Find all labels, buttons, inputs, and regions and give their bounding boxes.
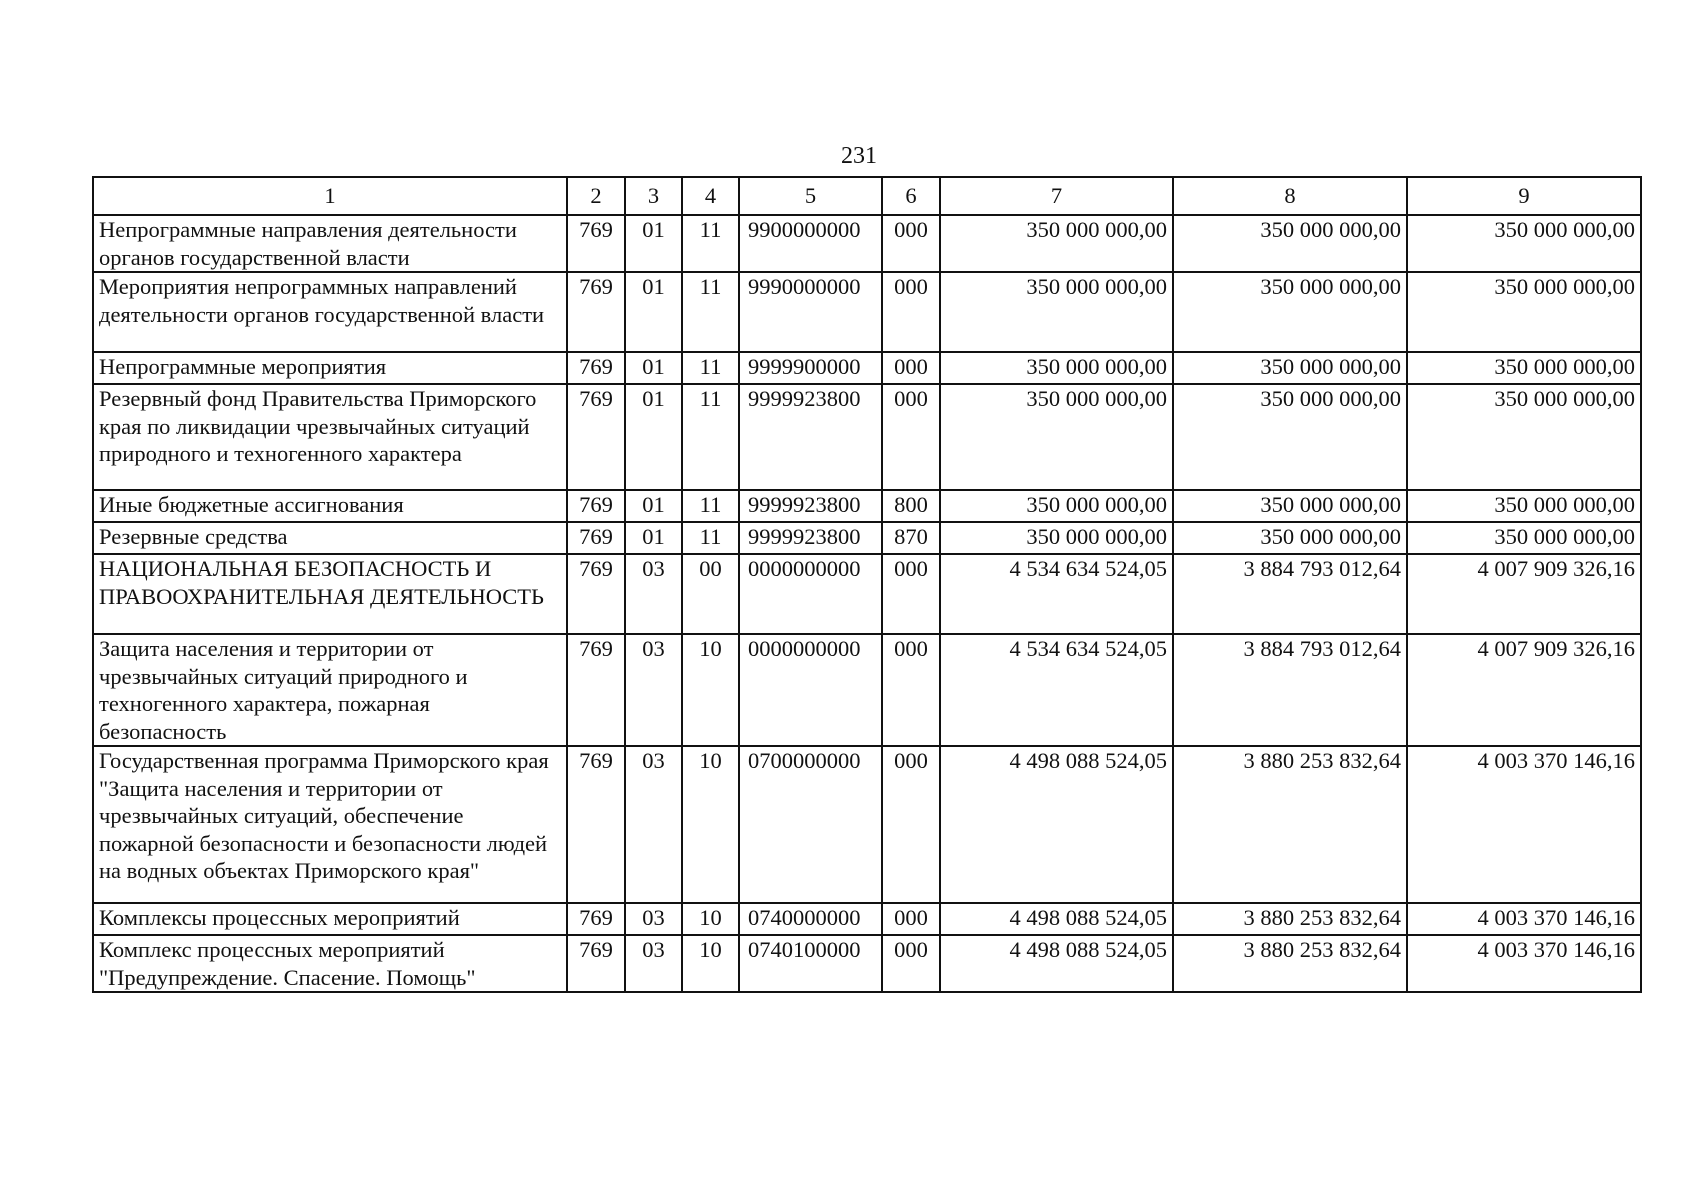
table-row bbox=[93, 215, 1641, 272]
amount-col7-cell: 350 000 000,00 bbox=[940, 272, 1173, 352]
amount-col9-cell: 350 000 000,00 bbox=[1407, 384, 1641, 490]
section-code-cell: 01 bbox=[625, 522, 682, 554]
expense-type-cell: 000 bbox=[882, 272, 940, 352]
table-row bbox=[93, 272, 1641, 352]
gr-code-cell: 769 bbox=[567, 522, 625, 554]
amount-col7-cell: 4 498 088 524,05 bbox=[940, 746, 1173, 903]
column-header: 2 bbox=[567, 177, 625, 215]
section-code-cell: 03 bbox=[625, 554, 682, 634]
amount-col8-cell: 3 880 253 832,64 bbox=[1173, 903, 1407, 935]
column-number-row bbox=[93, 177, 1641, 215]
row-name-cell: НАЦИОНАЛЬНАЯ БЕЗОПАСНОСТЬ И ПРАВООХРАНИТЕЛЬНАЯ ДЕЯТЕЛЬНОСТЬ bbox=[93, 554, 567, 634]
target-article-cell: 9999923800 bbox=[739, 384, 882, 490]
row-name-cell: Комплекс процессных мероприятий "Предупреждение. Спасение. Помощь" bbox=[93, 935, 567, 992]
expense-type-cell: 000 bbox=[882, 634, 940, 746]
amount-col7-cell: 4 534 634 524,05 bbox=[940, 554, 1173, 634]
expense-type-cell: 870 bbox=[882, 522, 940, 554]
row-name-cell: Резервные средства bbox=[93, 522, 567, 554]
target-article-cell: 9900000000 bbox=[739, 215, 882, 272]
gr-code-cell: 769 bbox=[567, 554, 625, 634]
subsection-code-cell: 11 bbox=[682, 352, 739, 384]
gr-code-cell: 769 bbox=[567, 903, 625, 935]
column-header: 1 bbox=[93, 177, 567, 215]
amount-col7-cell: 350 000 000,00 bbox=[940, 522, 1173, 554]
budget-table bbox=[92, 176, 1642, 993]
amount-col9-cell: 4 003 370 146,16 bbox=[1407, 903, 1641, 935]
amount-col8-cell: 3 880 253 832,64 bbox=[1173, 746, 1407, 903]
amount-col9-cell: 350 000 000,00 bbox=[1407, 490, 1641, 522]
section-code-cell: 01 bbox=[625, 215, 682, 272]
target-article-cell: 9999900000 bbox=[739, 352, 882, 384]
section-code-cell: 03 bbox=[625, 903, 682, 935]
subsection-code-cell: 10 bbox=[682, 746, 739, 903]
gr-code-cell: 769 bbox=[567, 384, 625, 490]
amount-col9-cell: 350 000 000,00 bbox=[1407, 522, 1641, 554]
expense-type-cell: 000 bbox=[882, 554, 940, 634]
gr-code-cell: 769 bbox=[567, 272, 625, 352]
row-name-cell: Мероприятия непрограммных направлений деятельности органов государственной власти bbox=[93, 272, 567, 352]
amount-col9-cell: 350 000 000,00 bbox=[1407, 272, 1641, 352]
amount-col8-cell: 350 000 000,00 bbox=[1173, 490, 1407, 522]
table-row bbox=[93, 522, 1641, 554]
amount-col8-cell: 350 000 000,00 bbox=[1173, 384, 1407, 490]
subsection-code-cell: 10 bbox=[682, 634, 739, 746]
section-code-cell: 03 bbox=[625, 634, 682, 746]
column-header: 8 bbox=[1173, 177, 1407, 215]
column-header: 6 bbox=[882, 177, 940, 215]
section-code-cell: 01 bbox=[625, 490, 682, 522]
expense-type-cell: 000 bbox=[882, 903, 940, 935]
expense-type-cell: 000 bbox=[882, 215, 940, 272]
table-row bbox=[93, 554, 1641, 634]
target-article-cell: 0000000000 bbox=[739, 634, 882, 746]
table-row bbox=[93, 490, 1641, 522]
table-row bbox=[93, 634, 1641, 746]
expense-type-cell: 000 bbox=[882, 935, 940, 992]
amount-col8-cell: 350 000 000,00 bbox=[1173, 272, 1407, 352]
row-name-cell: Комплексы процессных мероприятий bbox=[93, 903, 567, 935]
column-header: 4 bbox=[682, 177, 739, 215]
amount-col8-cell: 350 000 000,00 bbox=[1173, 522, 1407, 554]
subsection-code-cell: 00 bbox=[682, 554, 739, 634]
amount-col7-cell: 4 498 088 524,05 bbox=[940, 903, 1173, 935]
table-row bbox=[93, 903, 1641, 935]
row-name-cell: Иные бюджетные ассигнования bbox=[93, 490, 567, 522]
subsection-code-cell: 11 bbox=[682, 384, 739, 490]
row-name-cell: Государственная программа Приморского края "Защита населения и территории от чрезвычайных ситуаций, обеспечение пожарной безопасности и безопасности людей на водных объектах Приморского края" bbox=[93, 746, 567, 903]
page-number: 231 bbox=[841, 143, 877, 169]
section-code-cell: 01 bbox=[625, 352, 682, 384]
section-code-cell: 03 bbox=[625, 935, 682, 992]
amount-col8-cell: 350 000 000,00 bbox=[1173, 215, 1407, 272]
section-code-cell: 01 bbox=[625, 384, 682, 490]
subsection-code-cell: 11 bbox=[682, 215, 739, 272]
subsection-code-cell: 10 bbox=[682, 903, 739, 935]
amount-col8-cell: 3 884 793 012,64 bbox=[1173, 554, 1407, 634]
amount-col7-cell: 350 000 000,00 bbox=[940, 352, 1173, 384]
gr-code-cell: 769 bbox=[567, 634, 625, 746]
table-row bbox=[93, 352, 1641, 384]
gr-code-cell: 769 bbox=[567, 490, 625, 522]
row-name-cell: Резервный фонд Правительства Приморского края по ликвидации чрезвычайных ситуаций природного и техногенного характера bbox=[93, 384, 567, 490]
row-name-cell: Непрограммные мероприятия bbox=[93, 352, 567, 384]
amount-col9-cell: 4 003 370 146,16 bbox=[1407, 746, 1641, 903]
table-body bbox=[93, 215, 1641, 992]
amount-col8-cell: 3 884 793 012,64 bbox=[1173, 634, 1407, 746]
amount-col7-cell: 4 534 634 524,05 bbox=[940, 634, 1173, 746]
amount-col9-cell: 350 000 000,00 bbox=[1407, 215, 1641, 272]
expense-type-cell: 000 bbox=[882, 746, 940, 903]
amount-col9-cell: 4 003 370 146,16 bbox=[1407, 935, 1641, 992]
amount-col7-cell: 4 498 088 524,05 bbox=[940, 935, 1173, 992]
section-code-cell: 01 bbox=[625, 272, 682, 352]
expense-type-cell: 800 bbox=[882, 490, 940, 522]
target-article-cell: 0740000000 bbox=[739, 903, 882, 935]
target-article-cell: 0700000000 bbox=[739, 746, 882, 903]
amount-col9-cell: 4 007 909 326,16 bbox=[1407, 634, 1641, 746]
column-header: 3 bbox=[625, 177, 682, 215]
row-name-cell: Непрограммные направления деятельности органов государственной власти bbox=[93, 215, 567, 272]
target-article-cell: 9999923800 bbox=[739, 522, 882, 554]
target-article-cell: 0000000000 bbox=[739, 554, 882, 634]
amount-col9-cell: 350 000 000,00 bbox=[1407, 352, 1641, 384]
subsection-code-cell: 11 bbox=[682, 522, 739, 554]
subsection-code-cell: 11 bbox=[682, 490, 739, 522]
expense-type-cell: 000 bbox=[882, 384, 940, 490]
column-header: 7 bbox=[940, 177, 1173, 215]
subsection-code-cell: 10 bbox=[682, 935, 739, 992]
amount-col8-cell: 3 880 253 832,64 bbox=[1173, 935, 1407, 992]
column-header: 5 bbox=[739, 177, 882, 215]
target-article-cell: 9999923800 bbox=[739, 490, 882, 522]
gr-code-cell: 769 bbox=[567, 352, 625, 384]
table-row bbox=[93, 935, 1641, 992]
amount-col8-cell: 350 000 000,00 bbox=[1173, 352, 1407, 384]
gr-code-cell: 769 bbox=[567, 935, 625, 992]
row-name-cell: Защита населения и территории от чрезвычайных ситуаций природного и техногенного характера, пожарная безопасность bbox=[93, 634, 567, 746]
expense-type-cell: 000 bbox=[882, 352, 940, 384]
gr-code-cell: 769 bbox=[567, 215, 625, 272]
amount-col7-cell: 350 000 000,00 bbox=[940, 215, 1173, 272]
table-row bbox=[93, 746, 1641, 903]
target-article-cell: 0740100000 bbox=[739, 935, 882, 992]
amount-col7-cell: 350 000 000,00 bbox=[940, 490, 1173, 522]
amount-col7-cell: 350 000 000,00 bbox=[940, 384, 1173, 490]
table-row bbox=[93, 384, 1641, 490]
column-header: 9 bbox=[1407, 177, 1641, 215]
gr-code-cell: 769 bbox=[567, 746, 625, 903]
amount-col9-cell: 4 007 909 326,16 bbox=[1407, 554, 1641, 634]
subsection-code-cell: 11 bbox=[682, 272, 739, 352]
target-article-cell: 9990000000 bbox=[739, 272, 882, 352]
section-code-cell: 03 bbox=[625, 746, 682, 903]
